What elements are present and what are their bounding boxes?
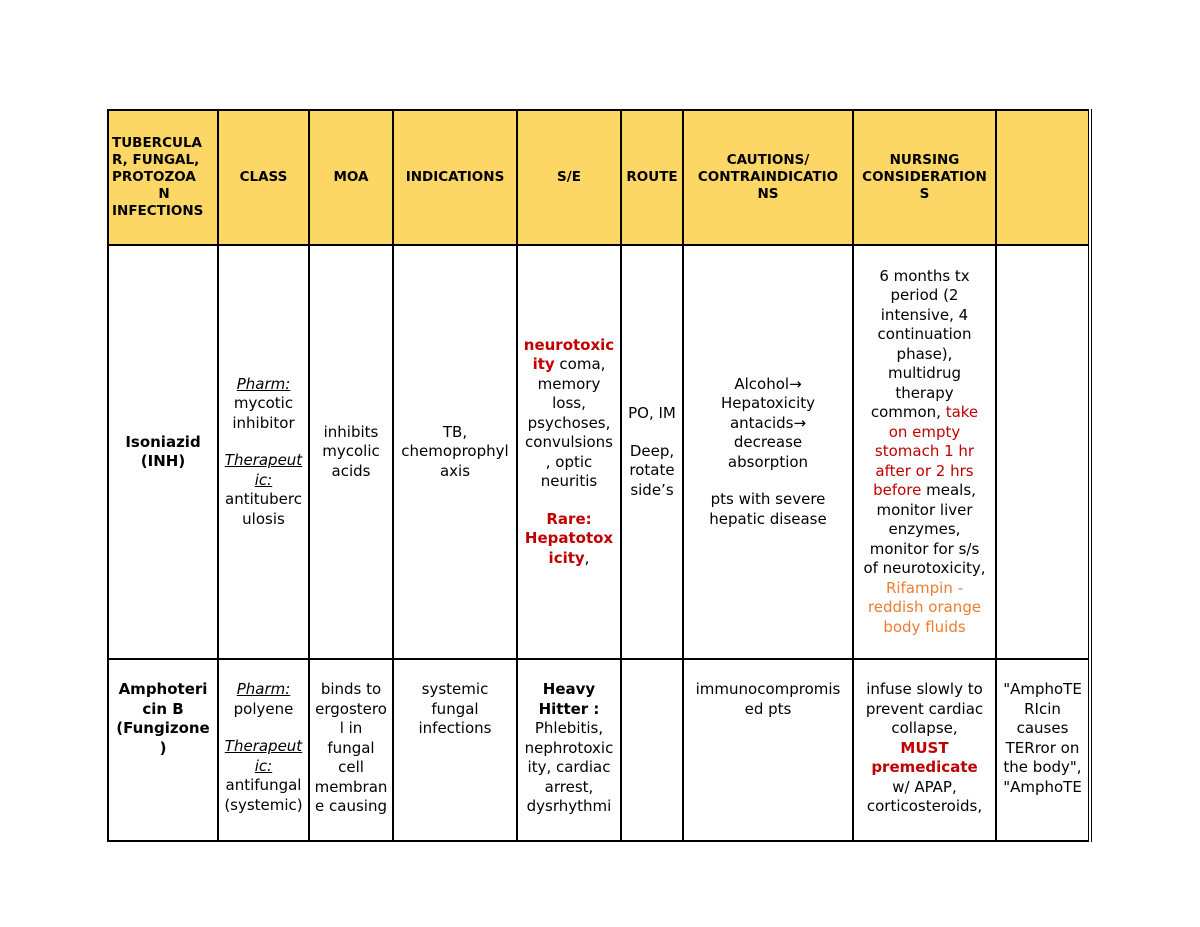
table-row — [108, 245, 1090, 659]
extra-cell: "AmphoTE RIcin causes TERror on the body", "AmphoTE — [996, 659, 1090, 841]
header-cautions: CAUTIONS/ CONTRAINDICATIO NS — [683, 110, 853, 245]
header-extra — [996, 110, 1090, 245]
header-row — [108, 110, 1090, 245]
drug-name-cell: Amphoteri cin B (Fungizone ) — [108, 659, 218, 841]
cautions-cell: Alcohol→ Hepatoxicity antacids→ decrease absorption pts with severe hepatic disease — [683, 245, 853, 659]
header-route: ROUTE — [621, 110, 683, 245]
header-class: CLASS — [218, 110, 309, 245]
header-se: S/E — [517, 110, 621, 245]
header-indications: INDICATIONS — [393, 110, 517, 245]
cautions-cell: immunocompromis ed pts — [683, 659, 853, 841]
moa-cell: inhibits mycolic acids — [309, 245, 393, 659]
table-row — [108, 659, 1090, 841]
indications-cell: TB, chemoprophyl axis — [393, 245, 517, 659]
moa-cell: binds to ergostero l in fungal cell membran e causing — [309, 659, 393, 841]
header-nursing: NURSING CONSIDERATION S — [853, 110, 996, 245]
header-moa: MOA — [309, 110, 393, 245]
side-effects-cell: Heavy Hitter : Phlebitis, nephrotoxic ity, cardiac arrest, dysrhythmi — [517, 659, 621, 841]
side-effects-cell: neurotoxic ity coma, memory loss, psychoses, convulsions , optic neuritis Rare: Hepatotox icity, — [517, 245, 621, 659]
route-cell: PO, IM Deep, rotate side’s — [621, 245, 683, 659]
class-cell: Pharm: polyene Therapeut ic: antifungal (systemic) — [218, 659, 309, 841]
extra-cell — [996, 245, 1090, 659]
nursing-cell: infuse slowly to prevent cardiac collapse, MUST premedicate w/ APAP, corticosteroids, — [853, 659, 996, 841]
drug-name-cell: Isoniazid (INH) — [108, 245, 218, 659]
indications-cell: systemic fungal infections — [393, 659, 517, 841]
drug-table — [107, 109, 1092, 842]
route-cell — [621, 659, 683, 841]
class-cell: Pharm: mycotic inhibitor Therapeut ic: antituberc ulosis — [218, 245, 309, 659]
nursing-cell: 6 months tx period (2 intensive, 4 continuation phase), multidrug therapy common, take on empty stomach 1 hr after or 2 hrs before meals, monitor liver enzymes, monitor for s/s of neurotoxicity, Rifampin - reddish orange body fluids — [853, 245, 996, 659]
header-drug: TUBERCULA R, FUNGAL, PROTOZOA N INFECTIONS — [108, 110, 218, 245]
